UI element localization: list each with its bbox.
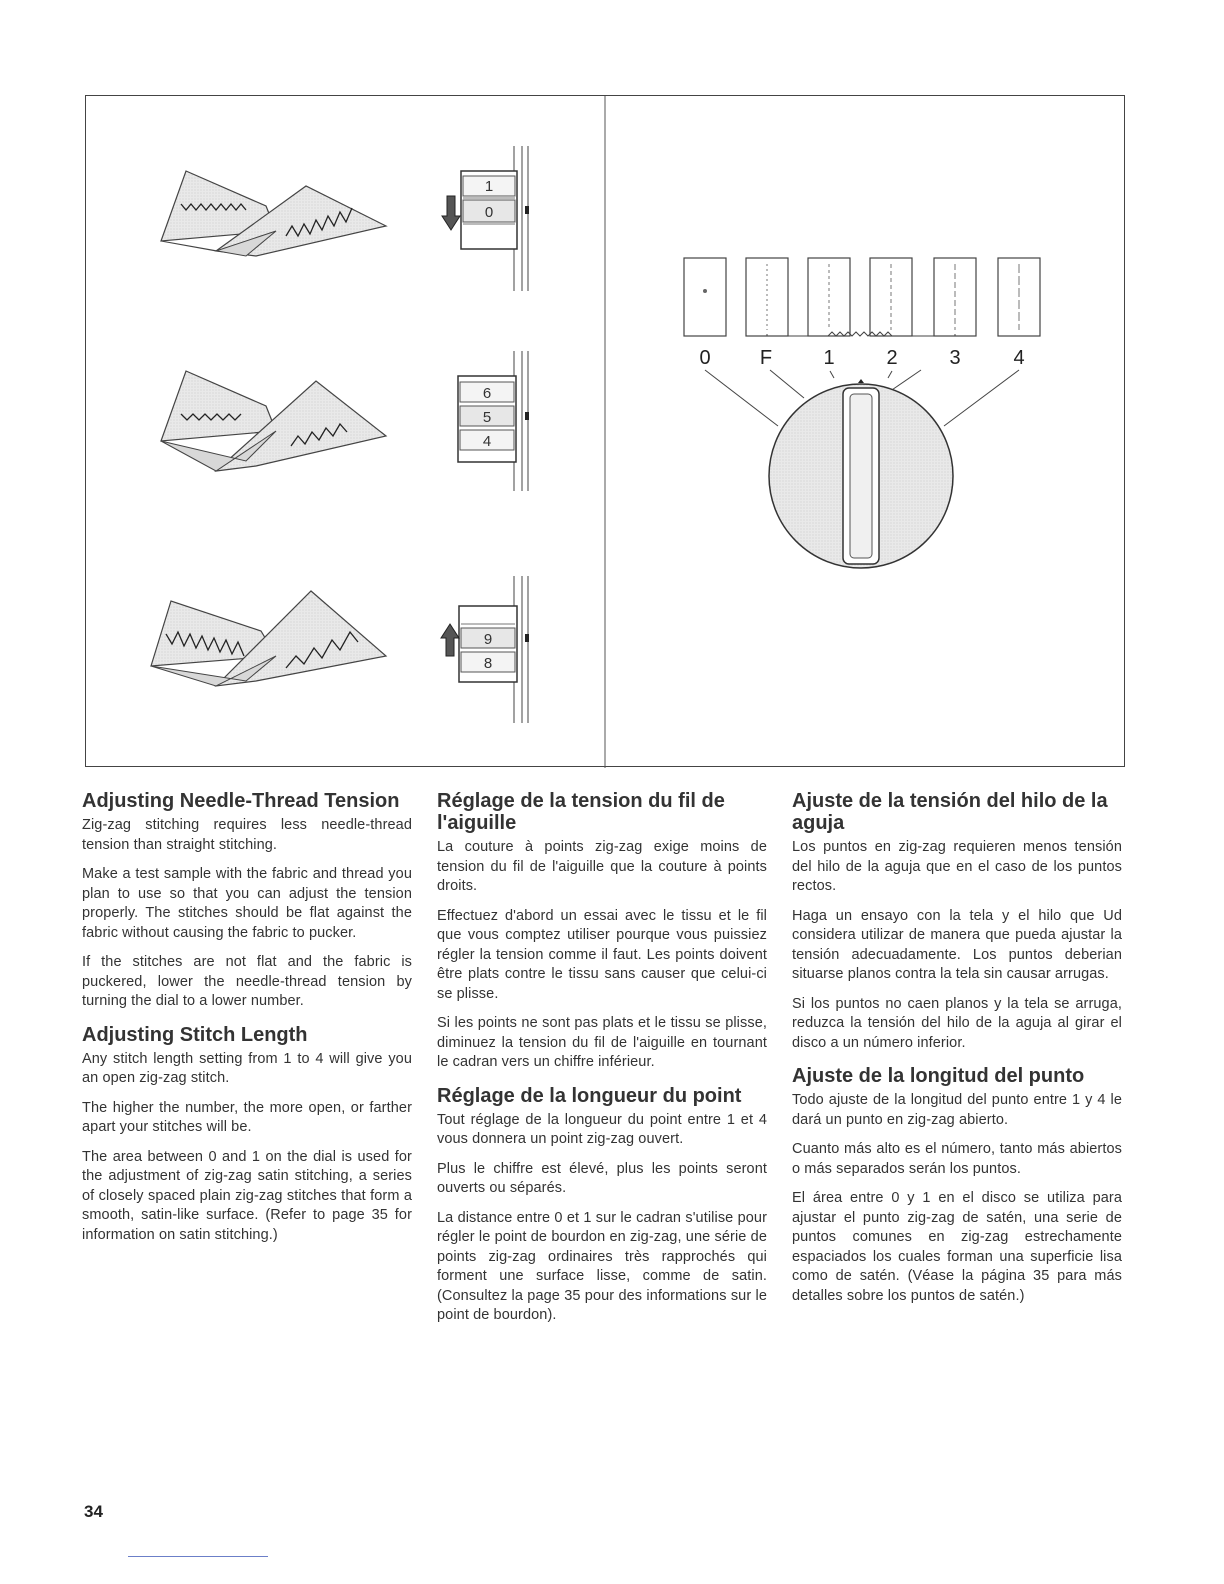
bottom-rule (128, 1556, 268, 1557)
dial-label-F: F (759, 347, 773, 369)
tension-number: 0 (484, 204, 494, 221)
paragraph: Todo ajuste de la longitud del punto entre 1 y 4 le dará un punto en zig-zag abierto. (792, 1092, 1122, 1128)
tension-indicator-2 (458, 351, 529, 491)
tension-number: 6 (482, 385, 492, 402)
tension-number: 4 (482, 433, 492, 450)
paragraph: Cuanto más alto es el número, tanto más abiertos o más separados serán los puntos. (792, 1141, 1122, 1177)
heading-needle-thread-tension-es: Ajuste de la tensión del hilo de la aguja (792, 790, 1108, 834)
paragraph: Los puntos en zig-zag requieren menos tensión del hilo de la aguja que en el caso de los puntos rectos. (792, 839, 1122, 894)
dial-label-2: 2 (886, 347, 898, 369)
dial-label-0: 0 (699, 347, 711, 369)
satin-range-bracket (767, 332, 955, 336)
heading-needle-thread-tension: Adjusting Needle-Thread Tension (82, 790, 400, 812)
dial-label-1: 1 (823, 347, 835, 369)
spanish-column (792, 790, 1122, 1316)
tension-indicator-3 (441, 576, 529, 723)
paragraph: Zig-zag stitching requires less needle-thread tension than straight stitching. (82, 817, 412, 853)
fabric-sample-balanced (161, 371, 386, 471)
tension-number: 8 (483, 655, 493, 672)
card-dot (703, 289, 707, 293)
paragraph: Any stitch length setting from 1 to 4 will give you an open zig-zag stitch. (82, 1050, 412, 1086)
page-number: 34 (84, 1502, 103, 1521)
dial-label-3: 3 (949, 347, 961, 369)
paragraph: La distance entre 0 et 1 sur le cadran s'utilise pour régler le point de bourdon en zig-zag, une série de points zig-zag ordinaires très rapprochés qui forment une surface lisse, comme de satin. (Consultez la page 35 pour des informations sur le point de bourdon). (437, 1209, 767, 1323)
paragraph: Si los puntos no caen planos y la tela se arruga, reduzca la tensión del hilo de la aguja al girar el disco a un número inferior. (792, 995, 1122, 1051)
dial-label-4: 4 (1013, 347, 1025, 369)
tension-number: 1 (484, 178, 494, 195)
heading-stitch-length-es: Ajuste de la longitud del punto (792, 1065, 1085, 1087)
paragraph: El área entre 0 y 1 en el disco se utiliza para ajustar el punto zig-zag de satén, una serie de puntos comunes en zig-zag estrechamente espaciados los cuales forman una superficie lisa como de satén. (Véase la página 35 para más detalles sobre los puntos de satén.) (792, 1190, 1122, 1304)
paragraph: Plus le chiffre est élevé, plus les points seront ouverts ou séparés. (437, 1160, 767, 1196)
illustration-figure (85, 95, 1125, 767)
heading-needle-thread-tension-fr: Réglage de la tension du fil de l'aiguille (437, 790, 725, 834)
heading-stitch-length: Adjusting Stitch Length (82, 1023, 308, 1046)
illustration-svg (86, 96, 1126, 768)
paragraph: If the stitches are not flat and the fabric is puckered, lower the needle-thread tension by turning the dial to a lower number. (82, 954, 412, 1009)
paragraph: The area between 0 and 1 on the dial is used for the adjustment of zig-zag satin stitching, a series of closely spaced plain zig-zag stitches that form a smooth, satin-like surface. (Refer to page 35 for information on satin stitching.) (82, 1148, 412, 1243)
paragraph: Effectuez d'abord un essai avec le tissu et le fil que vous comptez utiliser pourque vous puissiez régler la tension comme il faut. Les points doivent être plats contre le tissu sans causer que celui-ci se plisse. (437, 907, 767, 1002)
tension-number: 9 (483, 631, 493, 648)
paragraph: La couture à points zig-zag exige moins de tension du fil de l'aiguille que la couture à points droits. (437, 839, 767, 894)
stitch-length-dial (769, 379, 953, 568)
paragraph: Make a test sample with the fabric and thread you plan to use so that you can adjust the tension properly. The stitches should be flat against the fabric without causing the fabric to pucker. (82, 866, 412, 941)
paragraph: Tout réglage de la longueur du point entre 1 et 4 vous donnera un point zig-zag ouvert. (437, 1111, 767, 1147)
french-column (437, 790, 767, 1336)
stitch-cards (684, 258, 1040, 336)
tension-number: 5 (482, 409, 492, 426)
heading-stitch-length-fr: Réglage de la longueur du point (437, 1084, 742, 1107)
english-column (82, 790, 412, 1255)
fabric-sample-loose (151, 591, 386, 686)
paragraph: The higher the number, the more open, or farther apart your stitches will be. (82, 1099, 412, 1135)
paragraph: Haga un ensayo con la tela y el hilo que Ud considera utilizar de manera que pueda ajustar la tensión adecuadamente. Los puntos deberian situarse planos contra la tela sin causar arrugas. (792, 907, 1122, 982)
paragraph: Si les points ne sont pas plats et le tissu se plisse, diminuez la tension du fil de l'aiguille en tournant le cadran vers un chiffre inférieur. (437, 1015, 767, 1070)
fabric-sample-tight (161, 171, 386, 256)
